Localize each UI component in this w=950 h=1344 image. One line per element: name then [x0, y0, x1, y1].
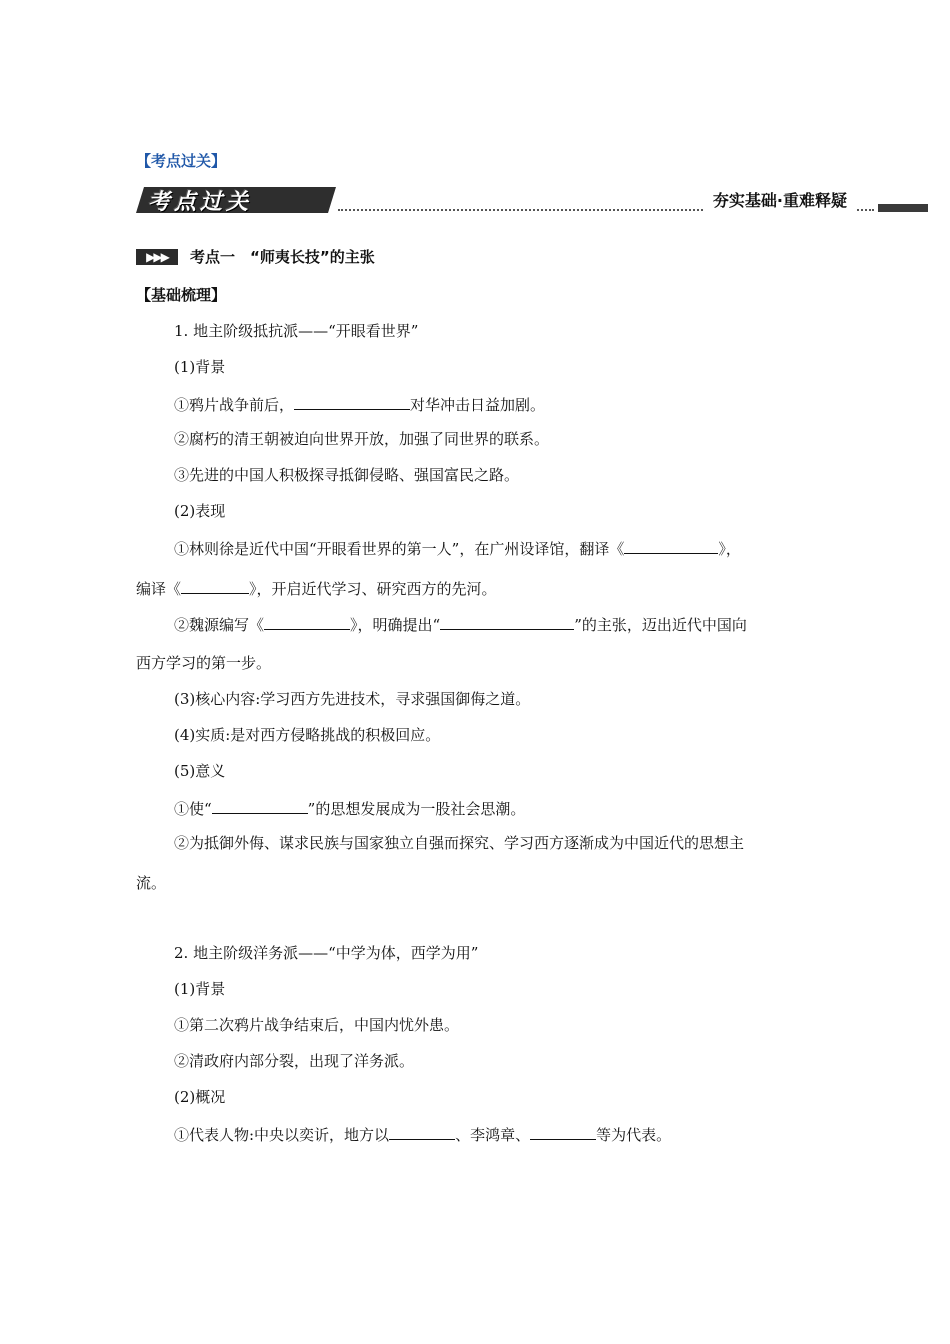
- p1-core: (3)核心内容:学习西方先进技术，寻求强国御侮之道。: [174, 690, 531, 708]
- subhead: 【基础梳理】: [136, 286, 227, 304]
- banner-end-bar: [878, 204, 928, 212]
- p2-overview-1: ①代表人物:中央以奕䜣，地方以 、李鸿章、 等为代表。: [174, 1123, 671, 1145]
- p1-background-3: ③先进的中国人积极探寻抵御侵略、强国富民之路。: [174, 466, 520, 484]
- section-title: 【考点过关】: [136, 152, 227, 170]
- p2-title: 2. 地主阶级洋务派——“中学为体，西学为用”: [174, 944, 479, 962]
- section-banner: [0, 185, 950, 215]
- p1-performance: (2)表现: [174, 502, 226, 520]
- answer-blank[interactable]: [264, 613, 350, 630]
- p1-meaning-1: ①使“ ”的思想发展成为一股社会思潮。: [174, 797, 525, 819]
- p1-meaning-2: ②为抵御外侮、谋求民族与国家独立自强而探究、学习西方逐渐成为中国近代的思想主: [174, 834, 745, 852]
- p1-meaning: (5)意义: [174, 762, 226, 780]
- answer-blank[interactable]: [181, 577, 249, 594]
- p2-overview: (2)概况: [174, 1088, 226, 1106]
- p1-title: 1. 地主阶级抵抗派——“开眼看世界”: [174, 322, 419, 340]
- p1-background-1: ①鸦片战争前后， 对华冲击日益加剧。: [174, 393, 545, 415]
- answer-blank[interactable]: [624, 537, 718, 554]
- banner-right-text: 夯实基础·重难释疑: [705, 188, 855, 211]
- p1-performance-2-cont: 西方学习的第一步。: [136, 654, 272, 672]
- p1-background-2: ②腐朽的清王朝被迫向世界开放，加强了同世界的联系。: [174, 430, 550, 448]
- answer-blank[interactable]: [530, 1123, 596, 1140]
- p1-performance-1: ①林则徐是近代中国“开眼看世界的第一人”，在广州设译馆，翻译《 》，: [174, 537, 741, 559]
- answer-blank[interactable]: [212, 797, 308, 814]
- p2-background: (1)背景: [174, 980, 226, 998]
- p1-background: (1)背景: [174, 358, 226, 376]
- p1-performance-2: ②魏源编写《 》，明确提出“ ”的主张，迈出近代中国向: [174, 613, 747, 635]
- p1-essence: (4)实质:是对西方侵略挑战的积极回应。: [174, 726, 441, 744]
- triple-chevron-icon: ▶▶▶: [136, 249, 178, 265]
- answer-blank[interactable]: [440, 613, 574, 630]
- banner-left-text: 考点过关: [148, 190, 253, 215]
- answer-blank[interactable]: [389, 1123, 455, 1140]
- p2-background-1: ①第二次鸦片战争结束后，中国内忧外患。: [174, 1016, 460, 1034]
- p2-background-2: ②清政府内部分裂，出现了洋务派。: [174, 1052, 415, 1070]
- topic-title: 考点一 “师夷长技”的主张: [190, 248, 375, 266]
- p1-meaning-2-cont: 流。: [136, 874, 167, 892]
- p1-performance-1-cont: 编译《 》，开启近代学习、研究西方的先河。: [136, 577, 497, 599]
- answer-blank[interactable]: [294, 393, 410, 410]
